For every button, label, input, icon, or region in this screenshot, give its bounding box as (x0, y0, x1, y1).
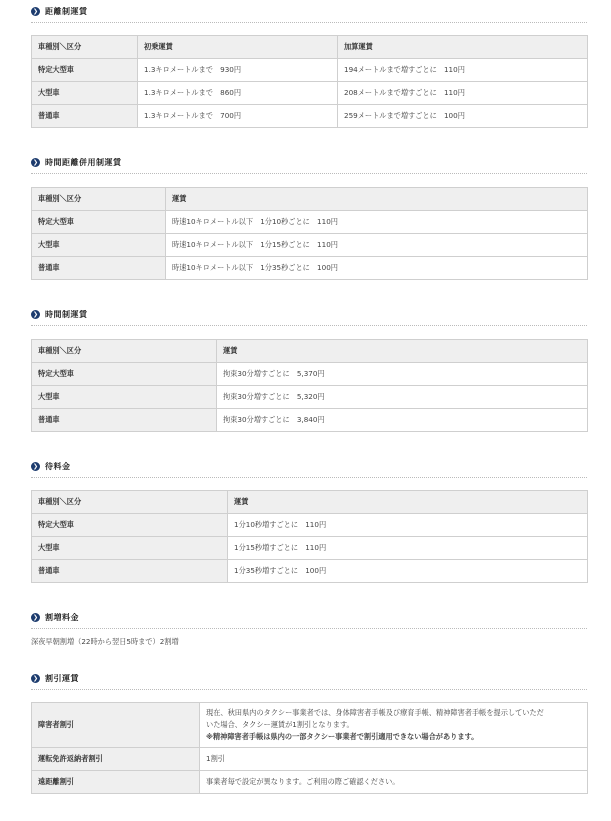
table-header-row (32, 340, 588, 363)
vehicle-type-cell: 普通車 (32, 257, 166, 280)
chevron-right-icon: ❯ (32, 310, 39, 318)
discount-text-line: 現在、秋田県内のタクシー事業者では、身体障害者手帳及び療育手帳、精神障害者手帳を提示していただ (206, 708, 544, 717)
table-row (32, 211, 588, 234)
discount-type-cell: 遠距離割引 (32, 771, 200, 794)
table-row (32, 748, 588, 771)
section-title: 時間制運賃 (45, 309, 88, 319)
table-row (32, 363, 588, 386)
table-row (32, 59, 588, 82)
table-cell: 1分35秒増すごとに 100円 (228, 560, 588, 583)
vehicle-type-cell: 特定大型車 (32, 363, 217, 386)
section-header-distance-fare (31, 4, 88, 18)
table-cell: 事業者毎で設定が異なります。ご利用の際ご確認ください。 (200, 771, 588, 794)
time-distance-fare-table (31, 187, 588, 280)
table-row (32, 105, 588, 128)
chevron-right-icon: ❯ (32, 158, 39, 166)
table-header-row (32, 188, 588, 211)
discount-type-cell: 運転免許返納者割引 (32, 748, 200, 771)
discount-text-line: いた場合、タクシー運賃が1割引となります。 (206, 720, 354, 729)
table-header-cell: 車種別＼区分 (32, 340, 217, 363)
vehicle-type-cell: 大型車 (32, 234, 166, 257)
table-cell: 1.3キロメートルまで 860円 (138, 82, 338, 105)
vehicle-type-cell: 特定大型車 (32, 59, 138, 82)
section-divider (31, 22, 587, 23)
table-cell: 時速10キロメートル以下 1分15秒ごとに 110円 (166, 234, 588, 257)
vehicle-type-cell: 普通車 (32, 105, 138, 128)
table-header-cell: 車種別＼区分 (32, 36, 138, 59)
chevron-right-icon: ❯ (32, 613, 39, 621)
table-header-cell: 運賃 (217, 340, 588, 363)
table-header-cell: 加算運賃 (338, 36, 588, 59)
table-cell: 194メートルまで増すごとに 110円 (338, 59, 588, 82)
table-row (32, 409, 588, 432)
section-divider (31, 477, 587, 478)
table-row (32, 257, 588, 280)
table-row (32, 771, 588, 794)
section-divider (31, 173, 587, 174)
table-row (32, 537, 588, 560)
table-header-row (32, 36, 588, 59)
table-header-cell: 運賃 (228, 491, 588, 514)
discount-fare-table (31, 702, 588, 794)
section-divider (31, 689, 587, 690)
table-header-cell: 車種別＼区分 (32, 491, 228, 514)
table-row (32, 234, 588, 257)
section-title: 割引運賃 (45, 673, 79, 683)
section-title: 割増料金 (45, 612, 79, 622)
section-header-surcharge (31, 610, 79, 624)
section-header-discount-fare (31, 671, 79, 685)
section-header-time-distance-fare (31, 155, 122, 169)
vehicle-type-cell: 特定大型車 (32, 514, 228, 537)
section-divider (31, 325, 587, 326)
discount-type-cell: 障害者割引 (32, 703, 200, 748)
chevron-right-icon: ❯ (32, 462, 39, 470)
section-title: 時間距離併用制運賃 (45, 157, 122, 167)
table-header-cell: 運賃 (166, 188, 588, 211)
vehicle-type-cell: 普通車 (32, 560, 228, 583)
section-header-waiting-fee (31, 459, 71, 473)
section-title: 距離制運賃 (45, 6, 88, 16)
table-cell: 1分15秒増すごとに 110円 (228, 537, 588, 560)
table-cell: 時速10キロメートル以下 1分10秒ごとに 110円 (166, 211, 588, 234)
table-row (32, 514, 588, 537)
table-cell: 1分10秒増すごとに 110円 (228, 514, 588, 537)
vehicle-type-cell: 大型車 (32, 537, 228, 560)
discount-note-line: ※精神障害者手帳は県内の一部タクシー事業者で割引適用できない場合があります。 (206, 732, 479, 741)
table-row (32, 386, 588, 409)
table-row (32, 82, 588, 105)
vehicle-type-cell: 普通車 (32, 409, 217, 432)
vehicle-type-cell: 特定大型車 (32, 211, 166, 234)
table-cell: 1割引 (200, 748, 588, 771)
table-cell: 拘束30分増すごとに 5,370円 (217, 363, 588, 386)
time-fare-table (31, 339, 588, 432)
table-cell: 259メートルまで増すごとに 100円 (338, 105, 588, 128)
table-header-cell: 初乗運賃 (138, 36, 338, 59)
table-cell (200, 703, 588, 748)
table-cell: 1.3キロメートルまで 700円 (138, 105, 338, 128)
table-row (32, 560, 588, 583)
section-title: 待料金 (45, 461, 71, 471)
table-cell: 拘束30分増すごとに 5,320円 (217, 386, 588, 409)
table-row (32, 703, 588, 748)
table-header-row (32, 491, 588, 514)
vehicle-type-cell: 大型車 (32, 82, 138, 105)
waiting-fee-table (31, 490, 588, 583)
table-cell: 208メートルまで増すごとに 110円 (338, 82, 588, 105)
table-header-cell: 車種別＼区分 (32, 188, 166, 211)
distance-fare-table (31, 35, 588, 128)
section-header-time-fare (31, 307, 88, 321)
table-cell: 拘束30分増すごとに 3,840円 (217, 409, 588, 432)
vehicle-type-cell: 大型車 (32, 386, 217, 409)
chevron-right-icon: ❯ (32, 7, 39, 15)
table-cell: 1.3キロメートルまで 930円 (138, 59, 338, 82)
table-cell: 時速10キロメートル以下 1分35秒ごとに 100円 (166, 257, 588, 280)
surcharge-text: 深夜早朝割増（22時から翌日5時まで）2割増 (31, 637, 179, 646)
chevron-right-icon: ❯ (32, 674, 39, 682)
section-divider (31, 628, 587, 629)
